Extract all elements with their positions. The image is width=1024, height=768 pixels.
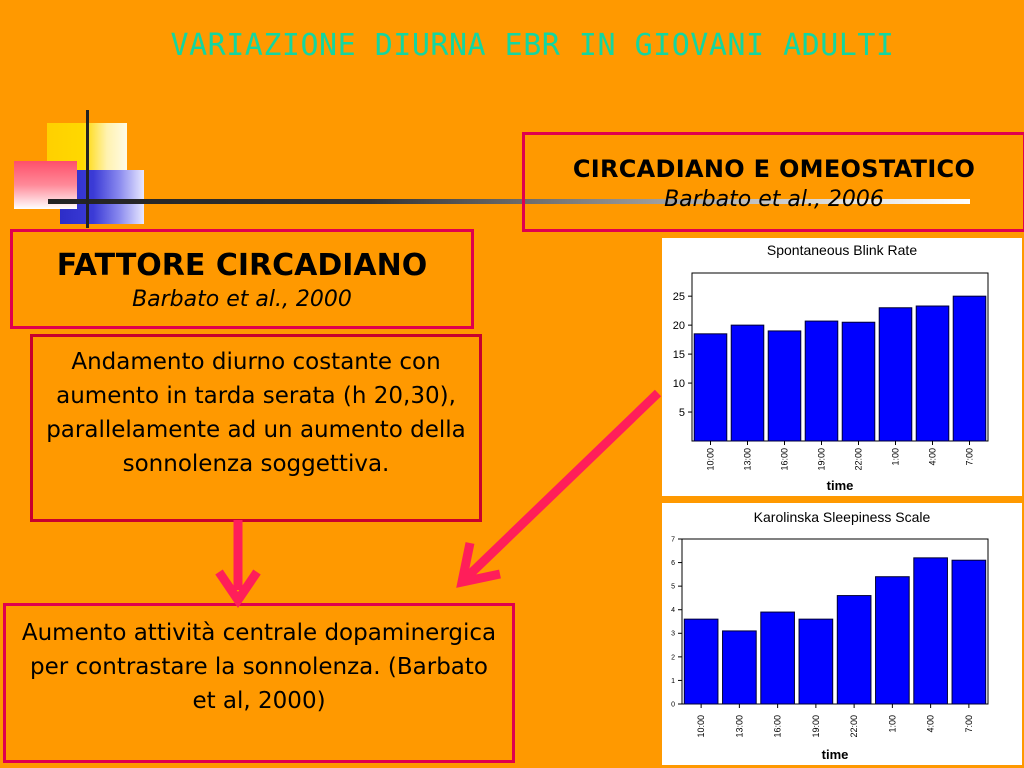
bar <box>952 560 986 704</box>
y-tick-label: 15 <box>672 348 685 361</box>
bar <box>694 334 727 441</box>
blink-rate-chart-svg <box>662 238 1022 496</box>
blink-rate-chart <box>662 238 1022 496</box>
x-tick-label: 7:00 <box>963 715 974 733</box>
fattore-citation: Barbato et al., 2000 <box>132 287 352 312</box>
bar <box>768 331 801 441</box>
y-tick-label: 3 <box>671 630 675 638</box>
x-tick-label: 19:00 <box>810 715 821 738</box>
x-tick-label: 4:00 <box>927 448 938 466</box>
x-tick-label: 13:00 <box>734 715 745 738</box>
slide-title: VARIAZIONE DIURNA EBR IN GIOVANI ADULTI <box>170 28 895 63</box>
bar <box>879 308 912 441</box>
description-text: Andamento diurno costante con aumento in tarda serata (h 20,30), parallelamente ad un aumento della sonnolenza soggettiva. <box>46 349 466 477</box>
bar <box>914 558 948 704</box>
y-tick-label: 5 <box>678 406 685 419</box>
x-tick-label: 16:00 <box>779 448 790 471</box>
x-tick-label: 13:00 <box>742 448 753 471</box>
bar <box>684 619 718 704</box>
sleepiness-chart-svg <box>662 503 1022 765</box>
y-tick-label: 5 <box>671 583 675 591</box>
x-tick-label: 1:00 <box>887 715 898 733</box>
bar <box>761 612 795 704</box>
circadiano-heading: CIRCADIANO E OMEOSTATICO <box>572 155 976 183</box>
diagonal-arrow-icon <box>462 393 658 582</box>
chart-title: Karolinska Sleepiness Scale <box>753 509 931 525</box>
y-tick-label: 2 <box>671 654 675 662</box>
down-arrow-icon <box>219 520 257 600</box>
y-tick-label: 25 <box>672 291 685 304</box>
y-tick-label: 20 <box>672 319 685 332</box>
y-tick-label: 6 <box>671 560 675 568</box>
x-tick-label: 4:00 <box>925 715 936 733</box>
fattore-heading: FATTORE CIRCADIANO <box>56 248 428 283</box>
bar <box>953 296 986 441</box>
bar <box>837 596 871 704</box>
bar <box>799 619 833 704</box>
x-tick-label: 10:00 <box>705 448 716 471</box>
x-tick-label: 22:00 <box>849 715 860 738</box>
bar <box>805 321 838 441</box>
sleepiness-chart <box>662 503 1022 765</box>
bar <box>731 325 764 441</box>
y-tick-label: 7 <box>671 536 675 544</box>
x-tick-label: 19:00 <box>816 448 827 471</box>
chart-title: Spontaneous Blink Rate <box>766 242 918 258</box>
x-axis-label: time <box>826 478 854 493</box>
bar <box>916 306 949 441</box>
y-tick-label: 0 <box>671 701 675 709</box>
x-axis-label: time <box>821 747 849 762</box>
y-tick-label: 10 <box>672 377 685 390</box>
circadiano-citation: Barbato et al., 2006 <box>664 187 884 212</box>
x-tick-label: 22:00 <box>853 448 864 471</box>
bar <box>723 631 757 704</box>
x-tick-label: 1:00 <box>890 448 901 466</box>
bar <box>876 577 910 704</box>
bar <box>842 322 875 441</box>
conclusion-text: Aumento attività centrale dopaminergica per contrastare la sonnolenza. (Barbato et al, 2000) <box>21 620 497 714</box>
x-tick-label: 7:00 <box>964 448 975 466</box>
x-tick-label: 16:00 <box>772 715 783 738</box>
x-tick-label: 10:00 <box>696 715 707 738</box>
y-tick-label: 4 <box>671 607 675 615</box>
y-tick-label: 1 <box>671 677 675 685</box>
